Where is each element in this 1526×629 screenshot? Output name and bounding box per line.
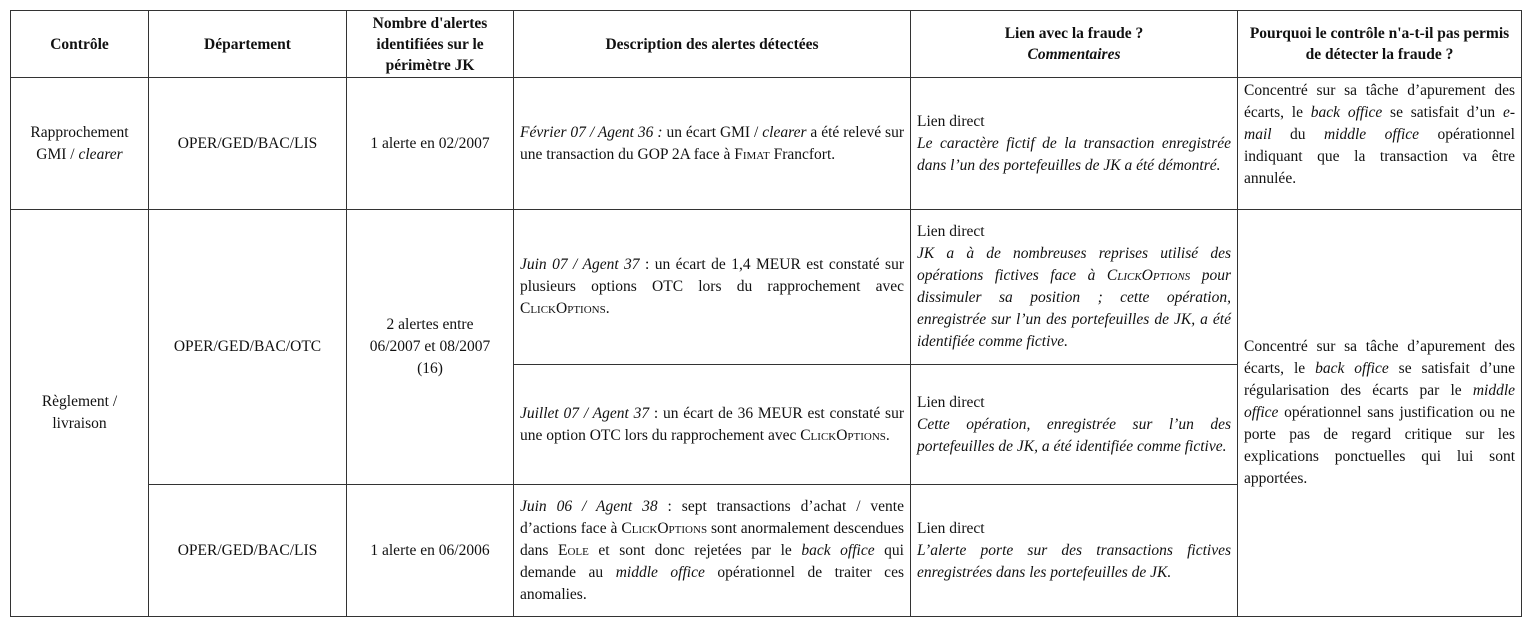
header-row: [11, 11, 1522, 78]
controle-line: Rapprochement: [30, 123, 129, 141]
lien-comment: JK a à de nombreuses reprises utilisé des opérations fictives face à ClickOptions pour dissimuler sa position ; cette opération, enregistrée sur l’un des portefeuilles de JK, a été identifiée comme fictive.: [917, 245, 1231, 350]
lien-head: Lien direct: [917, 393, 985, 411]
cell-pourquoi: Concentré sur sa tâche d’apurement des écarts, le back office se satisfait d’un e-mail du middle office opérationnel indiquant que la transaction va être annulée.: [1238, 78, 1522, 210]
controle-line: GMI / clearer: [36, 145, 123, 163]
cell-description: Juillet 07 / Agent 37 : un écart de 36 MEUR est constaté sur une option OTC lors du rapprochement avec ClickOptions.: [514, 365, 911, 485]
header-pourquoi: Pourquoi le contrôle n'a-t-il pas permis de détecter la fraude ?: [1238, 11, 1522, 78]
controle-line: Règlement /: [41, 393, 118, 410]
lien-head: Lien direct: [917, 223, 985, 240]
lien-comment: L’alerte porte sur des transactions fictives enregistrées dans les portefeuilles de JK.: [917, 541, 1231, 581]
lien-head: Lien direct: [917, 112, 985, 130]
header-departement: Département: [149, 11, 347, 78]
lien-head: Lien direct: [917, 519, 985, 537]
fraud-controls-table: [10, 10, 1522, 617]
cell-description: Juin 06 / Agent 38 : sept transactions d’achat / vente d’actions face à ClickOptions sont anormalement descendues dans Eole et sont donc rejetées par le back office qui demande au middle office opérationnel de traiter ces anomalies.: [514, 485, 911, 617]
table-row: [11, 210, 1522, 365]
header-nombre: Nombre d'alertes identifiées sur le périmètre JK: [347, 11, 514, 78]
nombre-line: 06/2007 et 08/2007: [369, 338, 491, 355]
nombre-line: (16): [417, 360, 443, 377]
cell-nombre: 1 alerte en 02/2007: [347, 78, 514, 210]
cell-nombre: 1 alerte en 06/2006: [347, 485, 514, 617]
cell-controle: [11, 210, 149, 617]
cell-description: Juin 07 / Agent 37 : un écart de 1,4 MEUR est constaté sur plusieurs options OTC lors du rapprochement avec ClickOptions.: [514, 210, 911, 365]
cell-lien: [911, 78, 1238, 210]
header-lien: [911, 11, 1238, 78]
cell-departement: OPER/GED/BAC/OTC: [149, 210, 347, 485]
cell-lien: [911, 485, 1238, 617]
lien-comment: Le caractère fictif de la transaction enregistrée dans l’un des portefeuilles de JK a été démontré.: [917, 134, 1231, 174]
cell-departement: OPER/GED/BAC/LIS: [149, 78, 347, 210]
controle-line: livraison: [52, 415, 107, 432]
header-lien-title: Lien avec la fraude ?: [1004, 25, 1144, 42]
header-description: Description des alertes détectées: [514, 11, 911, 78]
header-lien-sub: Commentaires: [1027, 46, 1121, 63]
cell-controle: [11, 78, 149, 210]
nombre-line: 2 alertes entre: [386, 316, 474, 333]
cell-lien: [911, 365, 1238, 485]
cell-nombre: [347, 210, 514, 485]
header-controle: Contrôle: [11, 11, 149, 78]
cell-lien: [911, 210, 1238, 365]
cell-pourquoi: Concentré sur sa tâche d’apurement des écarts, le back office se satisfait d’une régularisation des écarts par le middle office opérationnel sans justification ou ne porte pas de regard critique sur les explications ponctuelles qui lui sont apportées.: [1238, 210, 1522, 617]
cell-departement: OPER/GED/BAC/LIS: [149, 485, 347, 617]
lien-comment: Cette opération, enregistrée sur l’un des portefeuilles de JK, a été identifiée comme fictive.: [917, 415, 1231, 455]
cell-description: Février 07 / Agent 36 : un écart GMI / clearer a été relevé sur une transaction du GOP 2A face à Fimat Francfort.: [514, 78, 911, 210]
table-row: [11, 78, 1522, 210]
